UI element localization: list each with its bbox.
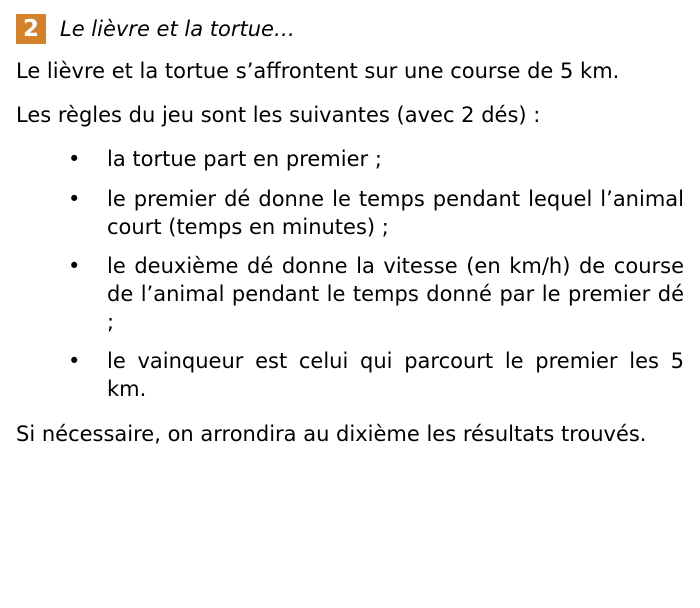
rules-section: [16, 145, 684, 403]
exercise-title: Le lièvre et la tortue…: [60, 17, 295, 41]
list-item: [62, 252, 684, 336]
bullet-icon: •: [68, 147, 81, 172]
exercise-header: [16, 14, 684, 44]
closing-paragraph: Si nécessaire, on arrondira au dixième les résultats trouvés.: [16, 422, 647, 447]
rules-list: [16, 145, 684, 403]
list-item-label: le vainqueur est celui qui parcourt le premier les 5 km.: [107, 349, 684, 402]
list-item-label: la tortue part en premier ;: [107, 147, 382, 172]
bullet-icon: •: [68, 186, 81, 211]
exercise-number-badge: 2: [16, 14, 46, 44]
list-item-label: le deuxième dé donne la vitesse (en km/h) de course de l’animal pendant le temps donné par le premier dé ;: [107, 253, 684, 335]
list-item: [62, 347, 684, 403]
rules-lead-paragraph: Les règles du jeu sont les suivantes (avec 2 dés) :: [16, 102, 541, 127]
intro-paragraph: Le lièvre et la tortue s’affrontent sur une course de 5 km.: [16, 59, 620, 83]
bullet-icon: •: [68, 253, 81, 278]
list-item-label: le premier dé donne le temps pendant lequel l’animal court (temps en minutes) ;: [107, 186, 684, 239]
bullet-icon: •: [68, 349, 81, 374]
list-item: [62, 145, 684, 173]
list-item: [62, 185, 684, 241]
